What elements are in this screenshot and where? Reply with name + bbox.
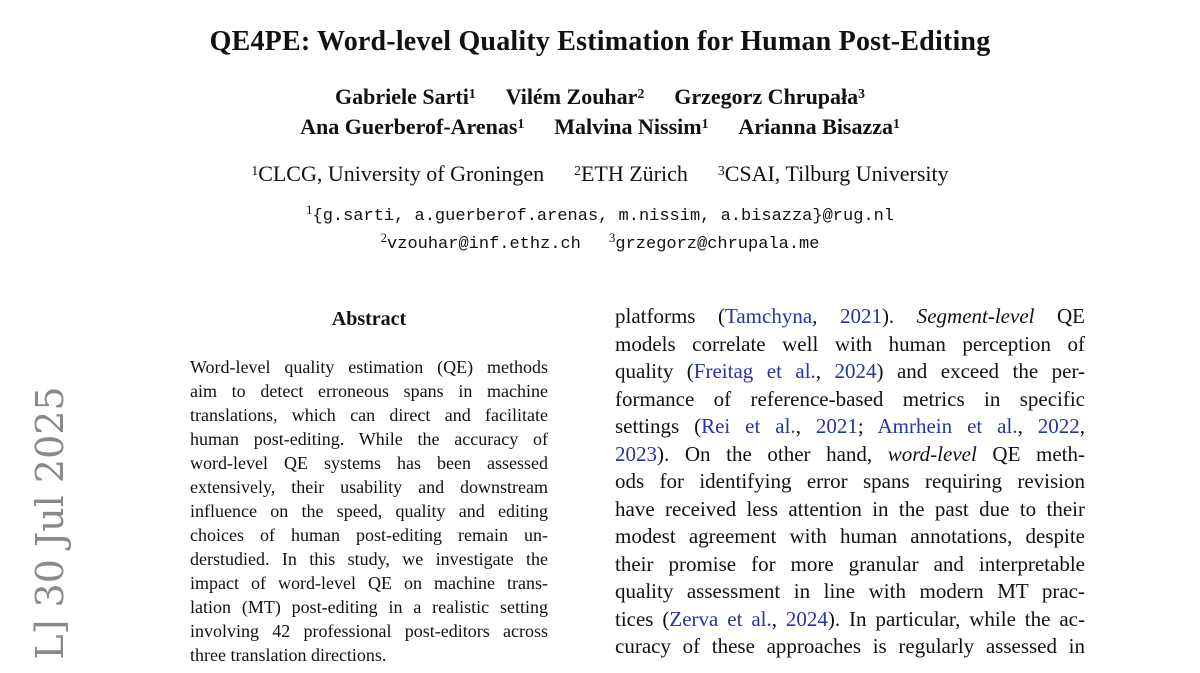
author-name: Vilém Zouhar xyxy=(505,84,638,109)
intro-line xyxy=(615,468,1085,496)
author-affiliation-sup: 1 xyxy=(701,115,709,131)
citation-link[interactable]: Zerva et al. xyxy=(669,606,772,631)
text-segment: Segment-level xyxy=(916,304,1035,328)
citation-link[interactable]: 2022 xyxy=(1037,414,1080,438)
affiliation-label: ETH Zürich xyxy=(580,161,688,186)
email xyxy=(306,202,894,226)
intro-line xyxy=(615,523,1085,551)
intro-line xyxy=(615,303,1085,331)
abstract-line: aim to detect erroneous spans in machine xyxy=(190,381,548,401)
text-segment: settings ( xyxy=(615,414,702,438)
author-affiliation-sup: 2 xyxy=(637,85,645,101)
abstract-line: lation (MT) post-editing in a realistic setting xyxy=(190,597,548,617)
text-segment: quality ( xyxy=(615,359,694,383)
intro-line xyxy=(615,413,1085,441)
text-segment: , xyxy=(795,414,816,438)
abstract-line: influence on the speed, quality and editing xyxy=(190,501,548,521)
author-affiliation-sup: 3 xyxy=(858,85,865,101)
citation-link[interactable]: 2021 xyxy=(815,414,858,438)
text-segment: their promise for more granular and interpretable xyxy=(615,551,1085,576)
text-segment: , xyxy=(771,606,786,631)
citation-link[interactable]: Rei et al. xyxy=(701,414,796,438)
abstract-line: three translation directions. xyxy=(190,645,387,665)
text-segment: word-level xyxy=(887,441,977,466)
abstract-line: Word-level quality estimation (QE) methods xyxy=(190,357,548,377)
abstract-text xyxy=(190,355,548,667)
text-segment: , xyxy=(815,359,835,383)
text-segment: have received less attention in the past due to their xyxy=(615,496,1085,521)
intro-line xyxy=(615,551,1085,579)
abstract-line: involving 42 professional post-editors across xyxy=(190,621,548,641)
text-segment: quality assessment in line with modern MT prac- xyxy=(615,579,1085,603)
text-segment: formance of reference-based metrics in specific xyxy=(615,386,1085,411)
intro-line xyxy=(615,386,1085,414)
abstract-line: impact of word-level QE on machine trans- xyxy=(190,573,548,593)
author xyxy=(738,114,899,139)
author-affiliation-sup: 1 xyxy=(517,115,525,131)
email xyxy=(380,230,581,254)
email-sup: 1 xyxy=(306,202,313,218)
intro-text xyxy=(615,303,1085,661)
email-address: {g.sarti, a.guerberof.arenas, m.nissim, a.bisazza}@rug.nl xyxy=(312,207,894,226)
intro-line xyxy=(615,606,1085,634)
intro-line xyxy=(615,331,1085,359)
email-address: grzegorz@chrupala.me xyxy=(615,235,820,254)
author-name: Ana Guerberof-Arenas xyxy=(300,114,518,139)
text-segment: ). In particular, while the ac- xyxy=(827,606,1085,631)
affiliation xyxy=(574,161,688,186)
affiliation-sup: 3 xyxy=(717,162,725,178)
author-affiliation-sup: 1 xyxy=(893,115,900,131)
text-segment: , xyxy=(1079,414,1085,438)
affiliation-label: CLCG, University of Groningen xyxy=(258,161,545,186)
abstract-line: translations, which can direct and facilitate xyxy=(190,405,548,425)
affiliation-label: CSAI, Tilburg University xyxy=(724,161,949,186)
author xyxy=(554,114,708,139)
abstract-line: derstudied. In this study, we investigate the xyxy=(190,549,548,569)
citation-link[interactable]: 2024 xyxy=(785,606,828,631)
author xyxy=(674,84,865,109)
email-address: vzouhar@inf.ethz.ch xyxy=(387,235,581,254)
citation-link[interactable]: Amrhein et al. xyxy=(877,414,1018,438)
text-segment: QE xyxy=(1034,304,1085,328)
affiliation xyxy=(718,161,949,186)
text-segment: modest agreement with human annotations, despite xyxy=(615,524,1085,548)
author-name: Grzegorz Chrupała xyxy=(674,84,859,109)
text-segment: ) and exceed the per- xyxy=(876,359,1086,383)
intro-line xyxy=(615,578,1085,606)
text-segment: platforms ( xyxy=(615,304,725,328)
intro-line xyxy=(615,441,1085,469)
author xyxy=(506,84,645,109)
text-segment: models correlate well with human perception of xyxy=(615,331,1085,356)
author xyxy=(300,114,524,139)
author-name: Malvina Nissim xyxy=(554,114,702,139)
author-name: Gabriele Sarti xyxy=(335,84,469,109)
text-segment: , xyxy=(812,304,840,328)
abstract-line: choices of human post-editing remain un- xyxy=(190,525,548,545)
affiliation xyxy=(251,161,544,186)
affiliation-sup: 2 xyxy=(574,162,581,178)
text-segment: ). xyxy=(881,304,917,328)
intro-line xyxy=(615,496,1085,524)
citation-link[interactable]: 2024 xyxy=(834,359,877,383)
abstract-heading: Abstract xyxy=(331,308,407,330)
abstract-line: extensively, their usability and downstream xyxy=(190,477,548,497)
email-line-1 xyxy=(0,202,1200,226)
author xyxy=(335,84,476,109)
paper-title: QE4PE: Word-level Quality Estimation for Human Post-Editing xyxy=(209,26,991,57)
text-segment: ods for identifying error spans requiring revision xyxy=(615,469,1085,493)
author-line-2 xyxy=(0,114,1200,140)
text-segment: QE meth- xyxy=(976,441,1085,466)
email-line-2 xyxy=(0,230,1200,254)
text-segment: curacy of these approaches is regularly assessed in xyxy=(615,634,1085,658)
text-segment: ). On the other hand, xyxy=(657,441,888,466)
citation-link[interactable]: 2021 xyxy=(839,304,882,328)
text-segment: , xyxy=(1017,414,1038,438)
affiliation-sup: 1 xyxy=(251,162,259,178)
author-name: Arianna Bisazza xyxy=(738,114,894,139)
abstract-line: human post-editing. While the accuracy of xyxy=(190,429,548,449)
author-affiliation-sup: 1 xyxy=(468,85,476,101)
citation-link[interactable]: Tamchyna xyxy=(725,304,813,328)
affiliation-line xyxy=(0,161,1200,187)
intro-line xyxy=(615,633,1085,661)
intro-line xyxy=(615,358,1085,386)
email xyxy=(608,230,820,254)
email-sup: 2 xyxy=(380,230,388,246)
abstract-line: word-level QE systems has been assessed xyxy=(190,453,548,473)
arxiv-stamp: L] 30 Jul 2025 xyxy=(28,386,72,660)
text-segment: ; xyxy=(857,414,878,438)
email-sup: 3 xyxy=(608,230,616,246)
citation-link[interactable]: Freitag et al. xyxy=(693,359,816,383)
author-line-1 xyxy=(0,84,1200,110)
citation-link[interactable]: 2023 xyxy=(615,441,657,466)
text-segment: tices ( xyxy=(615,606,670,631)
